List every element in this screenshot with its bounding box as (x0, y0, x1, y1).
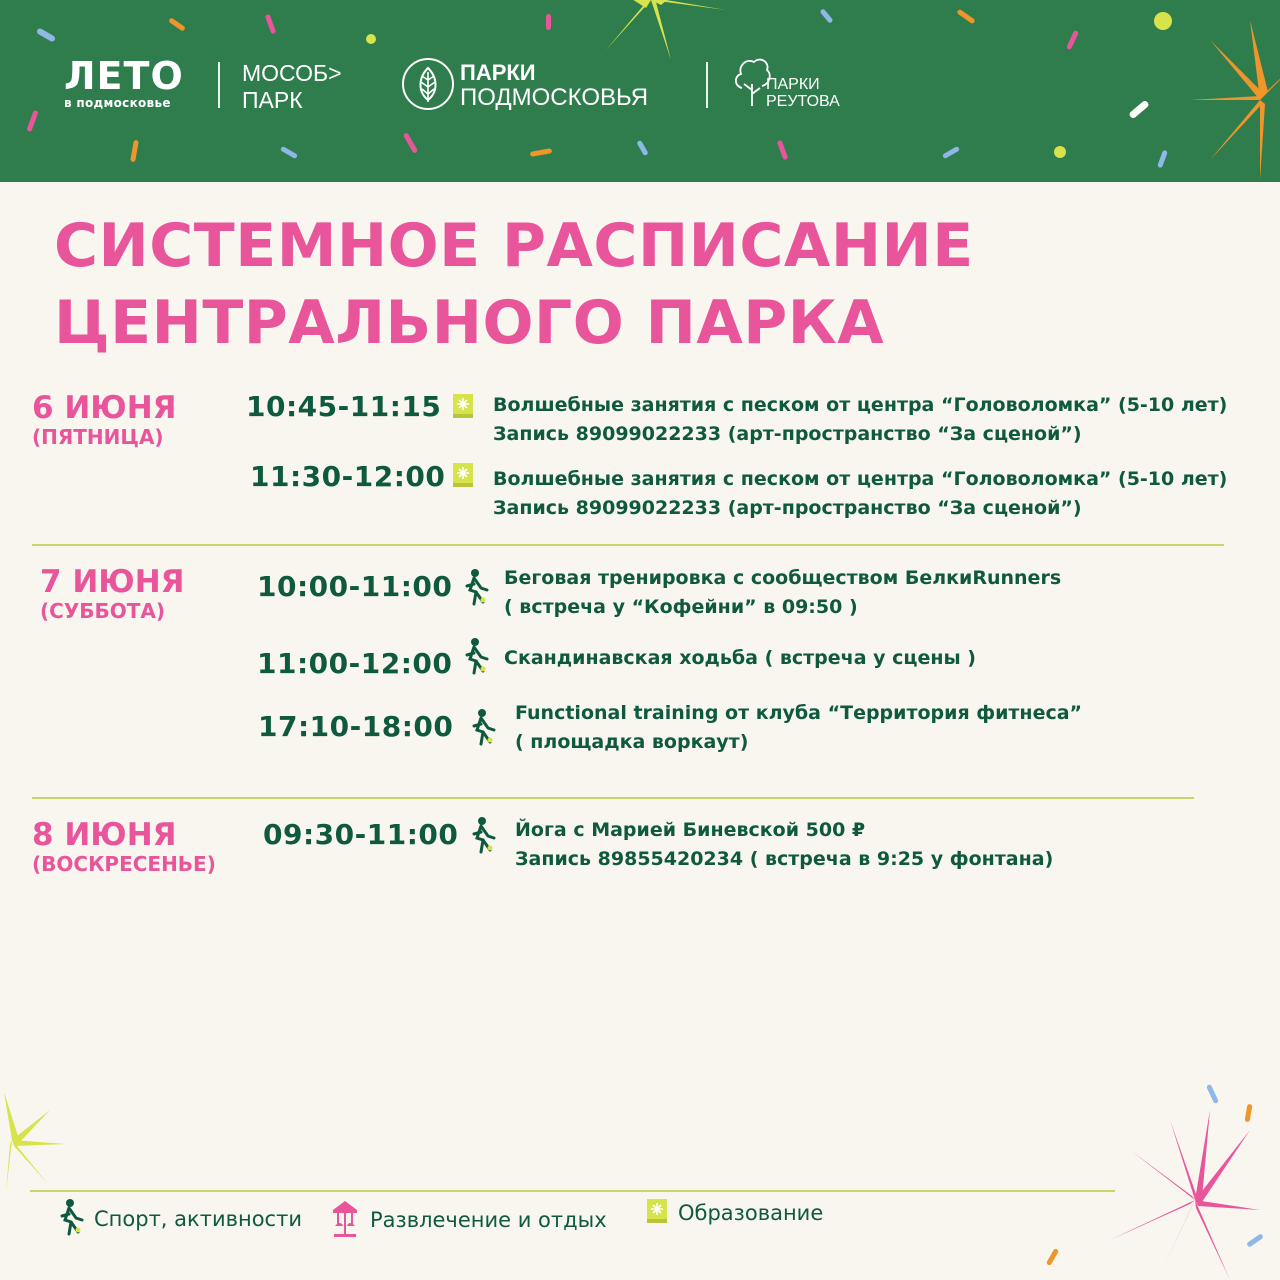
event-line2: Запись 89855420234 ( встреча в 9:25 у фонтана) (515, 848, 1054, 870)
confetti (819, 8, 833, 23)
event-description (504, 644, 976, 673)
logo-parki-line2: ПОДМОСКОВЬЯ (460, 84, 649, 111)
event-line1: Волшебные занятия с песком от центра “Головоломка” (5-10 лет) (493, 394, 1228, 416)
education-icon (452, 393, 474, 423)
day-label (32, 818, 216, 876)
confetti-dot (366, 34, 376, 44)
event-time: 11:30-12:00 (250, 460, 446, 493)
sport-icon (463, 637, 489, 679)
divider (706, 62, 708, 108)
logo-leto-subtitle: в подмосковье (64, 96, 171, 110)
sport-icon (58, 1198, 84, 1240)
logo-reutov-text (766, 76, 840, 110)
logo-mosobl-line2: ПАРК (242, 87, 303, 113)
starburst-lime (576, 0, 726, 70)
day-date: 6 ИЮНЯ (32, 390, 177, 426)
legend-label: Развлечение и отдых (370, 1208, 607, 1232)
event-line1: Волшебные занятия с песком от центра “Головоломка” (5-10 лет) (493, 468, 1228, 490)
confetti (777, 140, 789, 161)
legend-label: Спорт, активности (94, 1207, 302, 1231)
divider (32, 544, 1224, 546)
confetti (1128, 100, 1149, 120)
logo-parki-line1: ПАРКИ (460, 60, 536, 85)
confetti (403, 132, 418, 154)
logo-leto (64, 56, 184, 110)
event-time: 10:45-11:15 (246, 390, 442, 423)
confetti (956, 9, 975, 25)
logo-reutov-line1: ПАРКИ (766, 76, 820, 93)
event-description (504, 564, 1061, 622)
confetti (168, 17, 186, 31)
confetti (1066, 30, 1079, 50)
divider (32, 797, 1194, 799)
sport-icon (470, 708, 496, 750)
confetti (26, 110, 38, 132)
event-time: 11:00-12:00 (257, 647, 453, 680)
confetti (1046, 1248, 1059, 1266)
starburst-orange (1190, 20, 1280, 180)
event-line1: Беговая тренировка с сообществом БелкиRunners (504, 567, 1062, 589)
logo-reutov-line2: РЕУТОВА (766, 93, 840, 110)
legend-item-sport (58, 1198, 302, 1240)
confetti (942, 146, 960, 159)
event-line2: Запись 89099022233 (арт-пространство “За сценой”) (493, 497, 1082, 519)
confetti-dot (1054, 146, 1066, 158)
page-title-line2: ЦЕНТРАЛЬНОГО ПАРКА (54, 288, 885, 358)
legend-divider (30, 1190, 1115, 1192)
event-line2: Запись 89099022233 (арт-пространство “За сценой”) (493, 423, 1082, 445)
confetti (1206, 1084, 1219, 1104)
page-title (54, 208, 974, 362)
event-description (493, 465, 1227, 523)
education-icon (452, 462, 474, 492)
event-line1: Йога с Марией Биневской 500 ₽ (515, 819, 866, 841)
leaf-icon (402, 58, 454, 110)
starburst-lime (0, 1092, 70, 1192)
confetti (1157, 150, 1168, 169)
entertainment-icon (330, 1198, 360, 1242)
event-line1: Functional training от клуба “Территория фитнеса” (515, 702, 1083, 724)
day-date: 7 ИЮНЯ (40, 564, 185, 600)
legend-label: Образование (678, 1201, 824, 1225)
event-time: 17:10-18:00 (258, 710, 454, 743)
event-line2: ( площадка воркаут) (515, 731, 749, 753)
event-time: 10:00-11:00 (257, 570, 453, 603)
legend-item-education (646, 1198, 823, 1228)
event-description (493, 391, 1227, 449)
header-banner (0, 0, 1280, 182)
confetti-dot (1154, 12, 1172, 30)
logo-mosoblpark (242, 60, 342, 114)
confetti (265, 14, 277, 35)
day-label (40, 565, 185, 623)
event-time: 09:30-11:00 (263, 818, 459, 851)
event-description (515, 816, 1053, 874)
event-description (515, 699, 1082, 757)
starburst-pink (1110, 1110, 1260, 1280)
sport-icon (463, 568, 489, 610)
event-line1: Скандинавская ходьба ( встреча у сцены ) (504, 647, 976, 669)
logo-mosobl-line1: МОСОБ> (242, 60, 342, 86)
day-weekday: (ВОСКРЕСЕНЬЕ) (32, 852, 216, 876)
logo-leto-title: ЛЕТО (64, 54, 184, 98)
divider (218, 62, 220, 108)
sport-icon (470, 816, 496, 858)
day-weekday: (ПЯТНИЦА) (32, 425, 164, 449)
confetti (530, 148, 553, 157)
event-line2: ( встреча у “Кофейни” в 09:50 ) (504, 596, 858, 618)
confetti (546, 14, 551, 30)
day-label (32, 391, 177, 449)
education-icon (646, 1198, 668, 1228)
page-title-line1: СИСТЕМНОЕ РАСПИСАНИЕ (54, 211, 974, 281)
confetti (280, 146, 298, 159)
day-weekday: (СУББОТА) (40, 599, 165, 623)
confetti (36, 27, 56, 42)
confetti (130, 140, 139, 163)
confetti (636, 140, 648, 156)
legend-item-entertainment (330, 1198, 607, 1242)
day-date: 8 ИЮНЯ (32, 817, 177, 853)
